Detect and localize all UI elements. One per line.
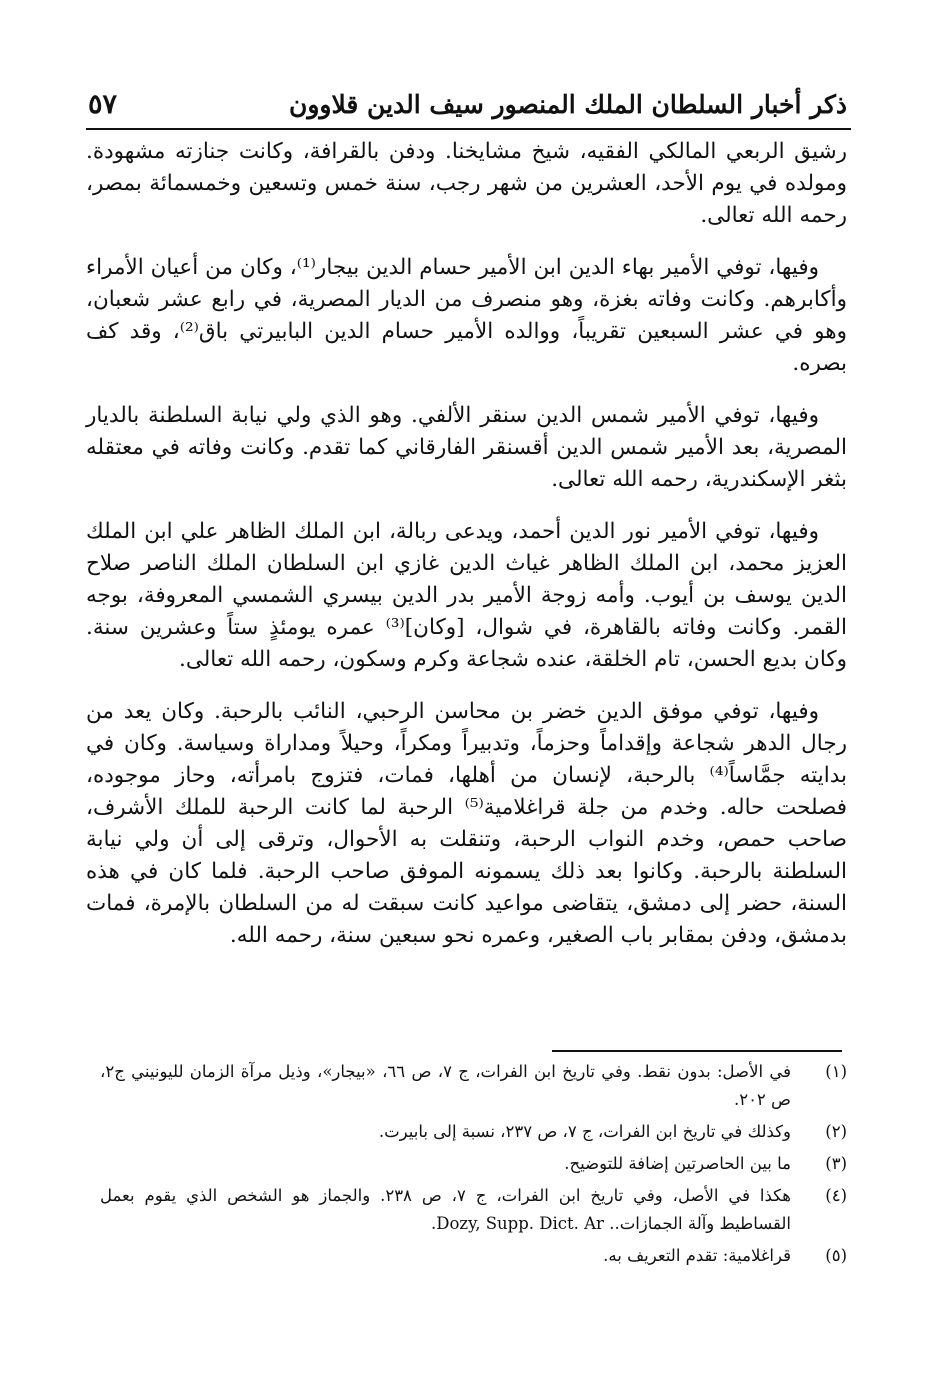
paragraph: وفيها، توفي الأمير بهاء الدين ابن الأمير حسام الدين بيجار⁽¹⁾، وكان من أعيان الأمراء وأكابرهم. وكانت وفاته بغزة، وهو منصرف من الديار المصرية، في رابع عشر شعبان، وهو في عشر السبعين تقريباً، ووالده الأمير حسام الدين البابيرتي باق⁽²⁾، وقد كف بصره. [86,255,848,376]
footnote [100,1118,847,1146]
paragraph: وفيها، توفي الأمير شمس الدين سنقر الألفي. وهو الذي ولي نيابة السلطنة بالديار المصرية، بعد الأمير شمس الدين أقسنقر الفارقاني كما تقدم. وكانت وفاته في معتقله بثغر الإسكندرية، رحمه الله تعالى. [86,403,847,492]
running-title: ذكر أخبار السلطان الملك المنصور سيف الدين قلاوون [288,90,847,119]
paragraph: وفيها، توفي الأمير نور الدين أحمد، ويدعى ربالة، ابن الملك الظاهر علي ابن الملك العزيز محمد، ابن الملك الظاهر غياث الدين غازي ابن السلطان الملك الناصر صلاح الدين يوسف بن أيوب. وأمه زوجة الأمير بدر الدين بيسري الشمسي المعروفة، بوجه القمر. وكانت وفاته بالقاهرة، في شوال، [وكان]⁽³⁾ عمره يومئذٍ ستاً وعشرين سنة. وكان بديع الحسن، تام الخلقة، عنده شجاعة وكرم وسكون، رحمه الله تعالى. [86,519,847,672]
footnote-number: (٥) [825,1246,847,1265]
footnote [100,1058,847,1114]
footnote-rule [552,1050,842,1052]
footnote [100,1150,847,1178]
page-number: ٥٧ [88,89,118,120]
main-text [86,136,847,972]
footnote [100,1182,847,1238]
paragraph: رشيق الربعي المالكي الفقيه، شيخ مشايخنا. ودفن بالقرافة، وكانت جنازته مشهودة. ومولده في يوم الأحد، العشرين من شهر رجب، سنة خمس وتسعين وخمسمائة بمصر، رحمه الله تعالى. [86,139,847,228]
footnote-text: هكذا في الأصل، وفي تاريخ ابن الفرات، ج ٧، ص ٢٣٨. والجماز هو الشخص الذي يقوم بعمل القساطيط وآلة الجمازات.. Dozy, Supp. Dict. Ar. [100,1186,791,1233]
footnote-text: وكذلك في تاريخ ابن الفرات، ج ٧، ص ٢٣٧، نسبة إلى بابيرت. [378,1122,791,1141]
footnotes [100,1058,847,1274]
page-header [88,78,847,124]
footnote-text: في الأصل: بدون نقط. وفي تاريخ ابن الفرات، ج ٧، ص ٦٦، «بيجار»، وذيل مرآة الزمان لليونيني ج٢، ص ٢٠٢. [100,1062,792,1109]
footnote-number: (٢) [825,1122,847,1141]
header-rule [86,128,851,130]
footnote-number: (٤) [825,1186,847,1205]
footnote-number: (٣) [825,1154,847,1173]
footnote-text: ما بين الحاصرتين إضافة للتوضيح. [564,1154,791,1173]
footnote [100,1242,847,1270]
paragraph: وفيها، توفي موفق الدين خضر بن محاسن الرحبي، النائب بالرحبة. وكان يعد من رجال الدهر شجاعة وإقداماً وحزماً، وتدبيراً ومكراً، وحيلاً ومداراة وسياسة. وكان في بدايته جمَّاساً⁽⁴⁾ بالرحبة، لإنسان من أهلها، فمات، فتزوج بامرأته، وحاز موجوده، فصلحت حاله. وخدم من جلة قراغلامية⁽⁵⁾ الرحبة لما كانت الرحبة للملك الأشرف، صاحب حمص، وخدم النواب الرحبة، وتنقلت به الأحوال، وترقى إلى أن ولي نيابة السلطنة بالرحبة. وكانوا بعد ذلك يسمونه الموفق صاحب الرحبة. فلما كان في هذه السنة، حضر إلى دمشق، يتقاضى مواعيد كانت سبقت له من السلطان بالإمرة، فمات بدمشق، ودفن بمقابر باب الصغير، وعمره نحو سبعين سنة، رحمه الله. [86,699,847,948]
footnote-text: قراغلامية: تقدم التعريف به. [603,1246,791,1265]
footnote-number: (١) [825,1062,847,1081]
